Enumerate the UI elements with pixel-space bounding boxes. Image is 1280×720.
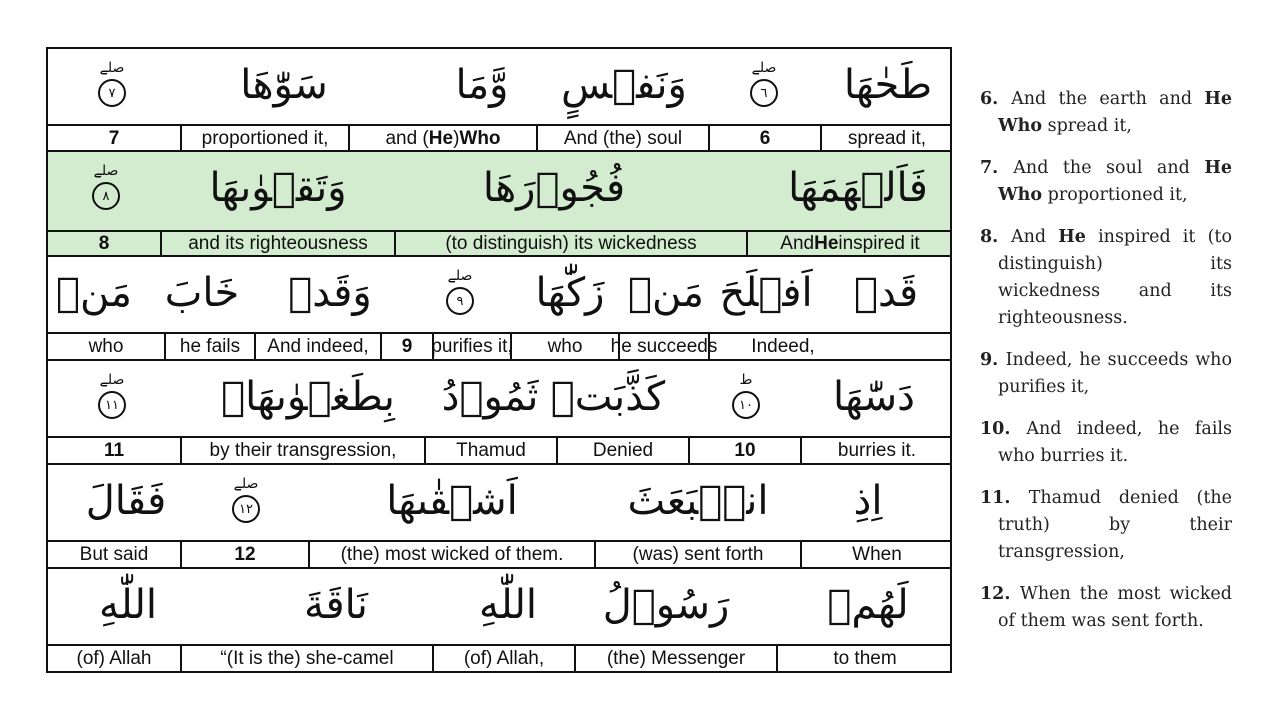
arabic-word: رَسُوۡلُ [602,582,730,628]
verse-number: 9. [980,350,1006,370]
verse-number-cell: 7 [108,127,120,149]
verse-number-cell: 6 [708,126,820,150]
verse-number-cell: 11 [103,440,125,461]
arabic-word: كَذَّبَتۡ [550,374,666,420]
pause-sign: صلے [751,60,777,76]
verse-number-circle: ١٠ [732,391,760,419]
verse-end-marker [744,61,784,107]
pause-sign: صلے [233,476,259,492]
verse-number: 12. [980,584,1020,604]
verse-translation: 7. And the soul and He Who proportioned it, [980,158,1232,205]
arabic-word: زَكّٰهَا [535,270,605,316]
verse-number-cell: 10 [688,438,800,463]
verse-number-circle: ٧ [98,79,126,107]
translation-cell: he fails [164,334,254,359]
arabic-word: وَّمَا [455,62,509,108]
verse-translation: 6. And the earth and He Who spread it, [980,89,1232,136]
arabic-word: اللّٰهِ [99,582,157,628]
pause-sign: ط [739,372,753,388]
verse-number: 10. [980,419,1027,439]
verse-number: 8. [980,227,1011,247]
verse-translation: 9. Indeed, he succeeds who purifies it, [980,350,1232,397]
translation-row [48,232,950,257]
translation-cell: (of) Allah [76,648,152,669]
translation-row [48,126,950,152]
verse-translation: 12. When the most wicked of them was sent forth. [980,584,1232,631]
arabic-word: نَاقَةَ [304,582,368,628]
translation-cell: Denied [556,438,688,463]
translation-cell: he succeeds [610,336,718,357]
verse-number-circle: ٨ [92,182,120,210]
translation-cell: And (the) soul [536,126,708,150]
arabic-word: اللّٰهِ [479,582,537,628]
translation-cell: And indeed, [254,334,380,359]
translation-cell: (was) sent forth [594,542,800,567]
verse-end-marker [86,164,126,210]
arabic-word: وَنَفۡسٍ [561,62,687,108]
arabic-word: فُجُوۡرَهَا [482,165,626,211]
pause-sign: صلے [99,60,125,76]
verse-end-marker [92,61,132,107]
pause-sign: صلے [93,163,119,179]
translation-cell: (the) Messenger [574,646,776,671]
verse-number: 11. [980,488,1029,508]
translation-cell: proportioned it, [180,126,348,150]
pause-sign: صلے [99,372,125,388]
translation-cell: When [800,542,952,567]
translation-cell: and its righteousness [160,232,394,255]
translation-row [48,542,950,569]
arabic-word: لَهُمۡ [827,582,909,628]
arabic-row [48,49,950,126]
arabic-word: بِطَغۡوٰٮهَاۤ [221,374,395,420]
arabic-word: اَشۡقٰٮهَا [386,478,518,524]
arabic-word: وَتَقۡوٰىهَا [209,165,347,211]
arabic-word: مَنۡ [628,270,704,316]
verse-number-circle: ٩ [446,287,474,315]
translation-cell: (the) most wicked of them. [308,542,594,567]
verse-number-circle: ١٢ [232,495,260,523]
arabic-word: اِذِ [853,478,883,524]
word-by-word-grid [46,47,952,673]
verse-number-circle: ١١ [98,391,126,419]
verse-end-marker [92,373,132,419]
arabic-row [48,361,950,438]
arabic-row [48,465,950,542]
translation-cell: And He inspired it [746,232,952,255]
arabic-word: انۡۢبَعَثَ [627,478,769,524]
translation-cell: to them [776,646,952,671]
translation-row [48,646,950,671]
translation-column [980,86,1232,650]
arabic-word: فَقَالَ [85,478,167,524]
translation-cell: purifies it, [431,336,513,357]
translation-cell: who [510,334,618,359]
verse-end-marker [440,269,480,315]
arabic-row [48,152,950,232]
verse-translation: 8. And He inspired it (to distinguish) its wickedness and its righteousness. [980,227,1232,328]
translation-cell: Thamud [424,438,556,463]
translation-cell: spread it, [820,126,952,150]
arabic-row [48,569,950,646]
verse-number: 6. [980,89,1012,109]
translation-cell: Indeed, [708,334,856,359]
verse-end-marker [726,373,766,419]
translation-cell: burries it. [800,438,952,463]
arabic-row [48,257,950,334]
translation-cell: “(It is the) she-camel [180,646,432,671]
translation-cell: (to distinguish) its wickedness [394,232,746,255]
arabic-word: طَحٰهَا [843,62,933,108]
arabic-word: وَقَدۡ [288,270,372,316]
arabic-word: سَوّٰهَا [240,62,328,108]
arabic-word: مَنۡ [56,270,132,316]
arabic-word: اَفۡلَحَ [719,270,813,316]
arabic-word: خَابَ [164,270,240,316]
translation-cell: by their transgression, [180,438,424,463]
verse-end-marker [226,477,266,523]
arabic-word: قَدۡ [853,270,919,316]
translation-cell: and ( He ) Who [348,126,536,150]
translation-cell: But said [79,544,149,565]
translation-cell: (of) Allah, [432,646,574,671]
verse-number-cell: 9 [380,334,432,359]
verse-number: 7. [980,158,1014,178]
verse-number-cell: 12 [180,542,308,567]
translation-row [48,334,950,361]
translation-row [48,438,950,465]
arabic-word: دَسّٰهَا [833,374,915,420]
verse-translation: 10. And indeed, he fails who burries it. [980,419,1232,466]
translation-cell: who [88,336,124,357]
verse-number-cell: 8 [98,233,110,254]
arabic-word: فَاَلۡهَمَهَا [788,165,928,211]
pause-sign: صلے [447,268,473,284]
verse-number-circle: ٦ [750,79,778,107]
arabic-word: ثَمُوۡدُ [441,374,539,420]
verse-translation: 11. Thamud denied (the truth) by their transgression, [980,488,1233,562]
